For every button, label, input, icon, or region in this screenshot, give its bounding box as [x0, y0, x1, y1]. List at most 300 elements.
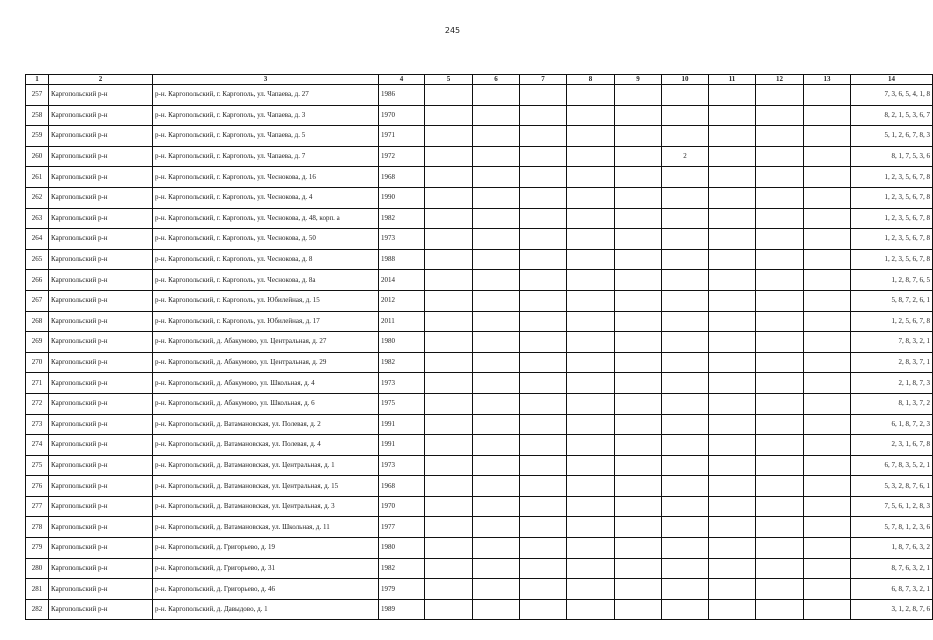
col7-cell — [520, 435, 567, 456]
col10-cell — [662, 414, 709, 435]
year-cell: 2012 — [379, 290, 425, 311]
col9-cell — [615, 229, 662, 250]
col8-cell — [567, 599, 615, 620]
row-number: 265 — [26, 249, 49, 270]
column-header-14: 14 — [851, 75, 933, 85]
column-header-7: 7 — [520, 75, 567, 85]
column-header-6: 6 — [473, 75, 520, 85]
address-cell: р-н. Каргопольский, г. Каргополь, ул. Чеснокова, д. 16 — [153, 167, 379, 188]
col13-cell — [804, 496, 851, 517]
col8-cell — [567, 476, 615, 497]
col14-cell: 6, 8, 7, 3, 2, 1 — [851, 579, 933, 600]
table-row — [26, 414, 933, 435]
column-header-8: 8 — [567, 75, 615, 85]
col7-cell — [520, 496, 567, 517]
row-number: 278 — [26, 517, 49, 538]
col14-cell: 1, 8, 7, 6, 3, 2 — [851, 538, 933, 559]
col13-cell — [804, 249, 851, 270]
col6-cell — [473, 311, 520, 332]
col7-cell — [520, 558, 567, 579]
col10-cell — [662, 105, 709, 126]
col8-cell — [567, 187, 615, 208]
col9-cell — [615, 455, 662, 476]
col14-cell: 5, 1, 2, 6, 7, 8, 3 — [851, 126, 933, 147]
address-cell: р-н. Каргопольский, д. Абакумово, ул. Школьная, д. 4 — [153, 373, 379, 394]
year-cell: 1971 — [379, 126, 425, 147]
col13-cell — [804, 393, 851, 414]
col11-cell — [709, 167, 756, 188]
district-cell: Каргопольский р-н — [49, 146, 153, 167]
col5-cell — [425, 270, 473, 291]
district-cell: Каргопольский р-н — [49, 517, 153, 538]
row-number: 281 — [26, 579, 49, 600]
col7-cell — [520, 352, 567, 373]
table-row — [26, 249, 933, 270]
col11-cell — [709, 455, 756, 476]
col6-cell — [473, 332, 520, 353]
col14-cell: 2, 3, 1, 6, 7, 8 — [851, 435, 933, 456]
col8-cell — [567, 249, 615, 270]
district-cell: Каргопольский р-н — [49, 290, 153, 311]
col12-cell — [756, 229, 804, 250]
table-row — [26, 311, 933, 332]
column-header-5: 5 — [425, 75, 473, 85]
col5-cell — [425, 311, 473, 332]
district-cell: Каргопольский р-н — [49, 187, 153, 208]
col14-cell: 5, 8, 7, 2, 6, 1 — [851, 290, 933, 311]
col7-cell — [520, 517, 567, 538]
col10-cell — [662, 538, 709, 559]
row-number: 264 — [26, 229, 49, 250]
col7-cell — [520, 455, 567, 476]
year-cell: 2011 — [379, 311, 425, 332]
col14-cell: 1, 2, 3, 5, 6, 7, 8 — [851, 249, 933, 270]
col6-cell — [473, 249, 520, 270]
col11-cell — [709, 332, 756, 353]
col9-cell — [615, 476, 662, 497]
col13-cell — [804, 270, 851, 291]
col6-cell — [473, 352, 520, 373]
col5-cell — [425, 85, 473, 106]
col5-cell — [425, 229, 473, 250]
col7-cell — [520, 311, 567, 332]
col10-cell — [662, 476, 709, 497]
col7-cell — [520, 476, 567, 497]
col7-cell — [520, 290, 567, 311]
year-cell: 2014 — [379, 270, 425, 291]
col6-cell — [473, 496, 520, 517]
col13-cell — [804, 599, 851, 620]
col5-cell — [425, 455, 473, 476]
col11-cell — [709, 249, 756, 270]
col9-cell — [615, 208, 662, 229]
col14-cell: 5, 3, 2, 8, 7, 6, 1 — [851, 476, 933, 497]
col9-cell — [615, 146, 662, 167]
col10-cell — [662, 332, 709, 353]
table-row — [26, 435, 933, 456]
col14-cell: 1, 2, 3, 5, 6, 7, 8 — [851, 229, 933, 250]
col10-cell — [662, 249, 709, 270]
year-cell: 1973 — [379, 455, 425, 476]
year-cell: 1989 — [379, 599, 425, 620]
row-number: 279 — [26, 538, 49, 559]
address-cell: р-н. Каргопольский, г. Каргополь, ул. Чеснокова, д. 4 — [153, 187, 379, 208]
col12-cell — [756, 558, 804, 579]
col9-cell — [615, 393, 662, 414]
col13-cell — [804, 105, 851, 126]
table-row — [26, 579, 933, 600]
col8-cell — [567, 496, 615, 517]
table-row — [26, 290, 933, 311]
col7-cell — [520, 187, 567, 208]
row-number: 259 — [26, 126, 49, 147]
register-table — [25, 74, 933, 620]
year-cell: 1986 — [379, 85, 425, 106]
table-row — [26, 146, 933, 167]
col10-cell — [662, 496, 709, 517]
col12-cell — [756, 496, 804, 517]
col12-cell — [756, 290, 804, 311]
col14-cell: 1, 2, 8, 7, 6, 5 — [851, 270, 933, 291]
row-number: 273 — [26, 414, 49, 435]
year-cell: 1991 — [379, 414, 425, 435]
col8-cell — [567, 85, 615, 106]
col7-cell — [520, 332, 567, 353]
col12-cell — [756, 435, 804, 456]
col7-cell — [520, 249, 567, 270]
year-cell: 1982 — [379, 352, 425, 373]
row-number: 267 — [26, 290, 49, 311]
address-cell: р-н. Каргопольский, д. Абакумово, ул. Школьная, д. 6 — [153, 393, 379, 414]
col14-cell: 8, 1, 7, 5, 3, 6 — [851, 146, 933, 167]
row-number: 268 — [26, 311, 49, 332]
col9-cell — [615, 167, 662, 188]
address-cell: р-н. Каргопольский, г. Каргополь, ул. Юбилейная, д. 15 — [153, 290, 379, 311]
col7-cell — [520, 538, 567, 559]
col6-cell — [473, 435, 520, 456]
col12-cell — [756, 393, 804, 414]
col10-cell — [662, 229, 709, 250]
year-cell: 1973 — [379, 229, 425, 250]
col8-cell — [567, 126, 615, 147]
col14-cell: 1, 2, 5, 6, 7, 8 — [851, 311, 933, 332]
col10-cell — [662, 311, 709, 332]
col9-cell — [615, 517, 662, 538]
district-cell: Каргопольский р-н — [49, 85, 153, 106]
col9-cell — [615, 187, 662, 208]
col6-cell — [473, 270, 520, 291]
col5-cell — [425, 517, 473, 538]
col9-cell — [615, 311, 662, 332]
col11-cell — [709, 538, 756, 559]
column-header-2: 2 — [49, 75, 153, 85]
col6-cell — [473, 476, 520, 497]
col11-cell — [709, 85, 756, 106]
col10-cell — [662, 435, 709, 456]
column-header-12: 12 — [756, 75, 804, 85]
col5-cell — [425, 167, 473, 188]
col10-cell — [662, 187, 709, 208]
col6-cell — [473, 105, 520, 126]
col10-cell — [662, 599, 709, 620]
table-row — [26, 332, 933, 353]
col6-cell — [473, 455, 520, 476]
row-number: 261 — [26, 167, 49, 188]
col5-cell — [425, 599, 473, 620]
col11-cell — [709, 393, 756, 414]
year-cell: 1990 — [379, 187, 425, 208]
address-cell: р-н. Каргопольский, д. Григорьево, д. 19 — [153, 538, 379, 559]
col9-cell — [615, 435, 662, 456]
year-cell: 1968 — [379, 476, 425, 497]
district-cell: Каргопольский р-н — [49, 126, 153, 147]
col12-cell — [756, 249, 804, 270]
col8-cell — [567, 414, 615, 435]
address-cell: р-н. Каргопольский, г. Каргополь, ул. Чапаева, д. 27 — [153, 85, 379, 106]
col8-cell — [567, 373, 615, 394]
district-cell: Каргопольский р-н — [49, 558, 153, 579]
col7-cell — [520, 229, 567, 250]
row-number: 280 — [26, 558, 49, 579]
col14-cell: 2, 1, 8, 7, 3 — [851, 373, 933, 394]
col6-cell — [473, 538, 520, 559]
col6-cell — [473, 126, 520, 147]
address-cell: р-н. Каргопольский, г. Каргополь, ул. Юбилейная, д. 17 — [153, 311, 379, 332]
col12-cell — [756, 208, 804, 229]
col8-cell — [567, 538, 615, 559]
year-cell: 1988 — [379, 249, 425, 270]
col11-cell — [709, 311, 756, 332]
col6-cell — [473, 414, 520, 435]
district-cell: Каргопольский р-н — [49, 270, 153, 291]
col14-cell: 2, 8, 3, 7, 1 — [851, 352, 933, 373]
col12-cell — [756, 414, 804, 435]
col5-cell — [425, 373, 473, 394]
col9-cell — [615, 599, 662, 620]
col14-cell: 1, 2, 3, 5, 6, 7, 8 — [851, 208, 933, 229]
year-cell: 1982 — [379, 558, 425, 579]
col7-cell — [520, 105, 567, 126]
year-cell: 1970 — [379, 496, 425, 517]
col14-cell: 6, 1, 8, 7, 2, 3 — [851, 414, 933, 435]
col5-cell — [425, 208, 473, 229]
col6-cell — [473, 579, 520, 600]
address-cell: р-н. Каргопольский, д. Григорьево, д. 46 — [153, 579, 379, 600]
col11-cell — [709, 496, 756, 517]
col8-cell — [567, 229, 615, 250]
col12-cell — [756, 332, 804, 353]
table-row — [26, 538, 933, 559]
row-number: 257 — [26, 85, 49, 106]
col6-cell — [473, 187, 520, 208]
col13-cell — [804, 579, 851, 600]
col13-cell — [804, 187, 851, 208]
col5-cell — [425, 249, 473, 270]
col7-cell — [520, 146, 567, 167]
col8-cell — [567, 105, 615, 126]
district-cell: Каргопольский р-н — [49, 538, 153, 559]
table-row — [26, 599, 933, 620]
col12-cell — [756, 105, 804, 126]
column-header-4: 4 — [379, 75, 425, 85]
col12-cell — [756, 167, 804, 188]
row-number: 274 — [26, 435, 49, 456]
column-header-10: 10 — [662, 75, 709, 85]
address-cell: р-н. Каргопольский, д. Давыдово, д. 1 — [153, 599, 379, 620]
col13-cell — [804, 538, 851, 559]
col13-cell — [804, 455, 851, 476]
col5-cell — [425, 146, 473, 167]
col12-cell — [756, 538, 804, 559]
col6-cell — [473, 229, 520, 250]
col8-cell — [567, 579, 615, 600]
district-cell: Каргопольский р-н — [49, 352, 153, 373]
col10-cell — [662, 270, 709, 291]
district-cell: Каргопольский р-н — [49, 435, 153, 456]
address-cell: р-н. Каргопольский, г. Каргополь, ул. Чапаева, д. 5 — [153, 126, 379, 147]
col12-cell — [756, 85, 804, 106]
district-cell: Каргопольский р-н — [49, 455, 153, 476]
col6-cell — [473, 290, 520, 311]
year-cell: 1977 — [379, 517, 425, 538]
address-cell: р-н. Каргопольский, д. Абакумово, ул. Центральная, д. 27 — [153, 332, 379, 353]
col5-cell — [425, 558, 473, 579]
district-cell: Каргопольский р-н — [49, 105, 153, 126]
col13-cell — [804, 476, 851, 497]
column-header-1: 1 — [26, 75, 49, 85]
col9-cell — [615, 126, 662, 147]
col10-cell: 2 — [662, 146, 709, 167]
table-row — [26, 126, 933, 147]
row-number: 272 — [26, 393, 49, 414]
col7-cell — [520, 393, 567, 414]
year-cell: 1980 — [379, 538, 425, 559]
year-cell: 1991 — [379, 435, 425, 456]
col5-cell — [425, 538, 473, 559]
col6-cell — [473, 167, 520, 188]
district-cell: Каргопольский р-н — [49, 393, 153, 414]
col7-cell — [520, 208, 567, 229]
address-cell: р-н. Каргопольский, г. Каргополь, ул. Чеснокова, д. 8а — [153, 270, 379, 291]
table-row — [26, 373, 933, 394]
col11-cell — [709, 126, 756, 147]
col14-cell: 7, 8, 3, 2, 1 — [851, 332, 933, 353]
col6-cell — [473, 393, 520, 414]
district-cell: Каргопольский р-н — [49, 476, 153, 497]
col13-cell — [804, 332, 851, 353]
header-row — [26, 75, 933, 85]
col10-cell — [662, 208, 709, 229]
col10-cell — [662, 579, 709, 600]
table-row — [26, 105, 933, 126]
district-cell: Каргопольский р-н — [49, 332, 153, 353]
col9-cell — [615, 352, 662, 373]
col11-cell — [709, 352, 756, 373]
row-number: 260 — [26, 146, 49, 167]
col9-cell — [615, 290, 662, 311]
col10-cell — [662, 167, 709, 188]
col12-cell — [756, 270, 804, 291]
col5-cell — [425, 105, 473, 126]
table-row — [26, 352, 933, 373]
column-header-9: 9 — [615, 75, 662, 85]
address-cell: р-н. Каргопольский, д. Ватамановская, ул. Полевая, д. 2 — [153, 414, 379, 435]
col11-cell — [709, 599, 756, 620]
col9-cell — [615, 249, 662, 270]
col13-cell — [804, 146, 851, 167]
col13-cell — [804, 352, 851, 373]
year-cell: 1972 — [379, 146, 425, 167]
table-row — [26, 476, 933, 497]
row-number: 269 — [26, 332, 49, 353]
row-number: 266 — [26, 270, 49, 291]
address-cell: р-н. Каргопольский, г. Каргополь, ул. Чапаева, д. 7 — [153, 146, 379, 167]
table-row — [26, 455, 933, 476]
year-cell: 1968 — [379, 167, 425, 188]
col14-cell: 1, 2, 3, 5, 6, 7, 8 — [851, 187, 933, 208]
col10-cell — [662, 352, 709, 373]
col12-cell — [756, 146, 804, 167]
col12-cell — [756, 455, 804, 476]
table-row — [26, 187, 933, 208]
col12-cell — [756, 476, 804, 497]
col6-cell — [473, 146, 520, 167]
district-cell: Каргопольский р-н — [49, 599, 153, 620]
district-cell: Каргопольский р-н — [49, 208, 153, 229]
row-number: 271 — [26, 373, 49, 394]
column-header-3: 3 — [153, 75, 379, 85]
col14-cell: 7, 3, 6, 5, 4, 1, 8 — [851, 85, 933, 106]
col11-cell — [709, 146, 756, 167]
address-cell: р-н. Каргопольский, д. Ватамановская, ул. Полевая, д. 4 — [153, 435, 379, 456]
col5-cell — [425, 126, 473, 147]
table-row — [26, 167, 933, 188]
col8-cell — [567, 393, 615, 414]
row-number: 263 — [26, 208, 49, 229]
col11-cell — [709, 558, 756, 579]
table-body — [26, 85, 933, 620]
col7-cell — [520, 599, 567, 620]
year-cell: 1982 — [379, 208, 425, 229]
col5-cell — [425, 352, 473, 373]
col12-cell — [756, 352, 804, 373]
col10-cell — [662, 558, 709, 579]
district-cell: Каргопольский р-н — [49, 373, 153, 394]
district-cell: Каргопольский р-н — [49, 167, 153, 188]
table-row — [26, 517, 933, 538]
col5-cell — [425, 393, 473, 414]
col7-cell — [520, 414, 567, 435]
col8-cell — [567, 332, 615, 353]
col9-cell — [615, 558, 662, 579]
col13-cell — [804, 229, 851, 250]
col12-cell — [756, 311, 804, 332]
col6-cell — [473, 558, 520, 579]
district-cell: Каргопольский р-н — [49, 311, 153, 332]
col14-cell: 3, 1, 2, 8, 7, 6 — [851, 599, 933, 620]
col8-cell — [567, 270, 615, 291]
col10-cell — [662, 290, 709, 311]
col9-cell — [615, 579, 662, 600]
table-row — [26, 558, 933, 579]
year-cell: 1975 — [379, 393, 425, 414]
col8-cell — [567, 167, 615, 188]
col13-cell — [804, 373, 851, 394]
address-cell: р-н. Каргопольский, д. Ватамановская, ул. Школьная, д. 11 — [153, 517, 379, 538]
col9-cell — [615, 105, 662, 126]
col7-cell — [520, 579, 567, 600]
col5-cell — [425, 476, 473, 497]
